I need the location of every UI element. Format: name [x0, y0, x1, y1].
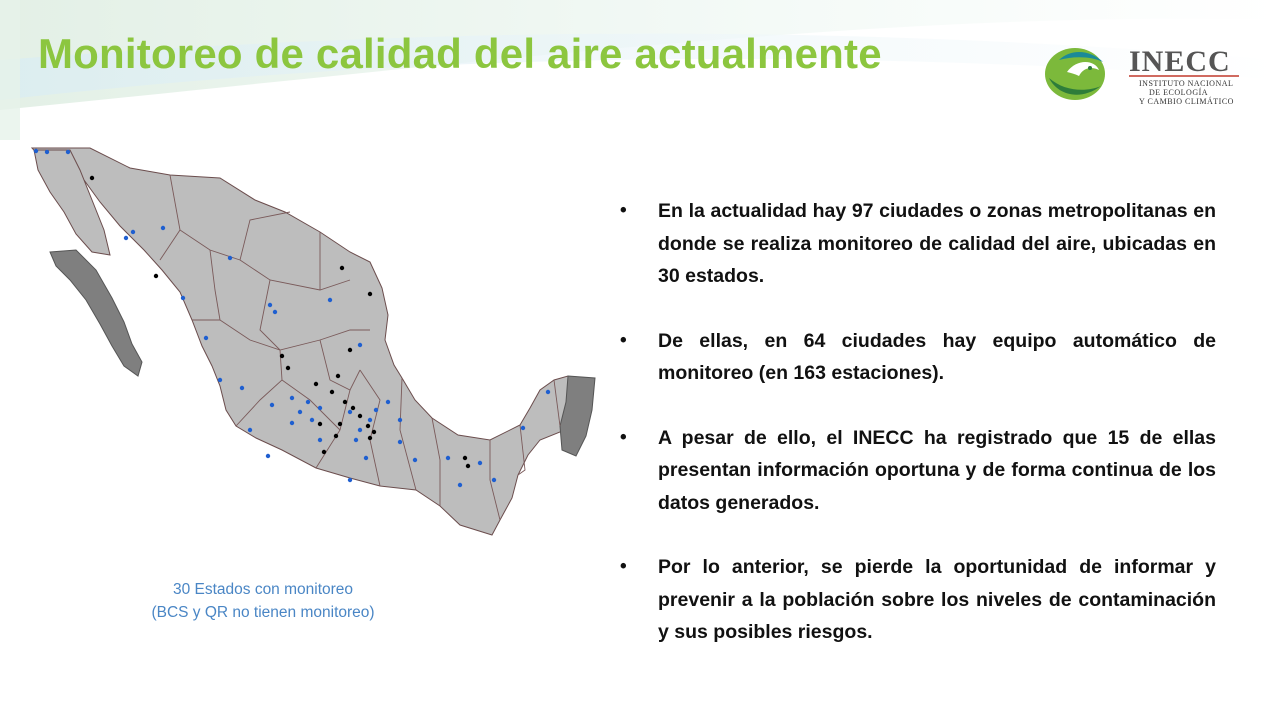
baja-california-sur [50, 250, 142, 376]
svg-text:DE ECOLOGÍA: DE ECOLOGÍA [1149, 88, 1209, 97]
bullet-list [620, 195, 1216, 681]
inecc-logo [1043, 40, 1243, 120]
page-title: Monitoreo de calidad del aire actualmente [38, 30, 882, 77]
svg-text:INSTITUTO NACIONAL: INSTITUTO NACIONAL [1139, 79, 1234, 88]
bird-globe-icon [1045, 48, 1105, 100]
caption-line-2: (BCS y QR no tienen monitoreo) [151, 604, 375, 621]
mexico-monitoring-map [20, 140, 605, 540]
svg-text:Y CAMBIO CLIMÁTICO: Y CAMBIO CLIMÁTICO [1139, 97, 1234, 106]
bullet-item: • Por lo anterior, se pierde la oportunidad de informar y prevenir a la población sobre los niveles de contaminación y sus posibles riesgos. [620, 551, 1216, 649]
bullet-item: • A pesar de ello, el INECC ha registrado que 15 de ellas presentan información oportuna y de forma continua de los datos generados. [620, 422, 1216, 520]
caption-line-1: 30 Estados con monitoreo [172, 581, 354, 598]
bullet-item: • En la actualidad hay 97 ciudades o zonas metropolitanas en donde se realiza monitoreo de calidad del aire, ubicadas en 30 estados. [620, 195, 1216, 293]
svg-text:INECC: INECC [1129, 45, 1231, 78]
bullet-item: • De ellas, en 64 ciudades hay equipo automático de monitoreo (en 163 estaciones). [620, 325, 1216, 390]
map-caption [98, 578, 428, 624]
